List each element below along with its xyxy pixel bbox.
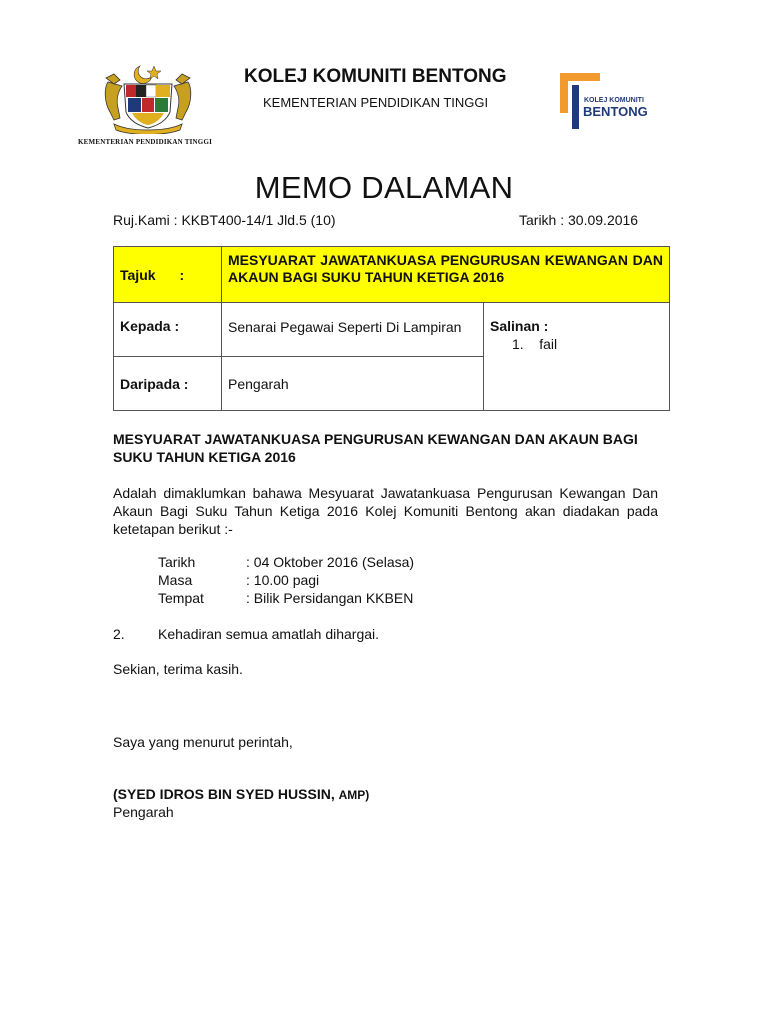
salinan-label: Salinan :	[490, 318, 549, 334]
paragraph-2-number: 2.	[113, 626, 125, 642]
daripada-label: Daripada :	[114, 357, 222, 411]
signatory-name-text: (SYED IDROS BIN SYED HUSSIN,	[113, 786, 335, 802]
memo-title: MEMO DALAMAN	[254, 170, 514, 205]
closing-line: Sekian, terima kasih.	[113, 661, 243, 677]
paragraph-1: Adalah dimaklumkan bahawa Mesyuarat Jawatankuasa Pengurusan Kewangan Dan Akaun Bagi Suku Tahun Ketiga 2016 Kolej Komuniti Bentong akan diadakan pada ketetapan berikut :-	[113, 485, 658, 537]
paragraph-2: Kehadiran semua amatlah dihargai.	[158, 626, 380, 642]
kepada-row	[114, 303, 670, 357]
tajuk-label-cell	[114, 247, 222, 303]
daripada-value: Pengarah	[222, 357, 484, 411]
detail-value: : 10.00 pagi	[246, 572, 320, 588]
detail-row-tarikh	[158, 554, 414, 570]
signatory-name	[113, 786, 369, 802]
detail-label: Masa	[158, 572, 193, 588]
detail-value: : Bilik Persidangan KKBEN	[246, 590, 414, 606]
detail-row-tempat	[158, 590, 413, 606]
kepada-value: Senarai Pegawai Seperti Di Lampiran	[222, 303, 484, 357]
kkb-logo	[560, 73, 652, 131]
tajuk-colon: :	[179, 266, 185, 283]
signatory-suffix: AMP)	[338, 788, 370, 802]
salinan-cell	[484, 303, 670, 411]
reference-number: Ruj.Kami : KKBT400-14/1 Jld.5 (10)	[113, 212, 336, 228]
ministry-name: KEMENTERIAN PENDIDIKAN TINGGI	[263, 95, 489, 110]
coat-of-arms-logo	[100, 62, 196, 134]
memo-subject: MESYUARAT JAWATANKUASA PENGURUSAN KEWANGAN DAN AKAUN BAGI SUKU TAHUN KETIGA 2016	[113, 431, 638, 465]
detail-row-masa	[158, 572, 319, 588]
tajuk-row	[114, 247, 670, 303]
detail-label: Tarikh	[158, 554, 196, 570]
tajuk-value: MESYUARAT JAWATANKUASA PENGURUSAN KEWANGAN DAN AKAUN BAGI SUKU TAHUN KETIGA 2016	[222, 247, 670, 303]
salinan-item: 1. fail	[512, 336, 558, 352]
memo-info-table	[113, 246, 670, 411]
memo-date: Tarikh : 30.09.2016	[519, 212, 639, 228]
logo-text-line2: BENTONG	[583, 104, 648, 119]
logo-text-line1: KOLEJ KOMUNITI	[584, 97, 644, 104]
detail-value: : 04 Oktober 2016 (Selasa)	[246, 554, 415, 570]
detail-label: Tempat	[158, 590, 204, 606]
signatory-title: Pengarah	[113, 804, 174, 820]
crest-caption: KEMENTERIAN PENDIDIKAN TINGGI	[78, 138, 213, 146]
kepada-label: Kepada :	[114, 303, 222, 357]
sign-off-line: Saya yang menurut perintah,	[113, 734, 293, 750]
college-name: KOLEJ KOMUNITI BENTONG	[244, 66, 507, 87]
tajuk-label: Tajuk	[120, 266, 156, 283]
